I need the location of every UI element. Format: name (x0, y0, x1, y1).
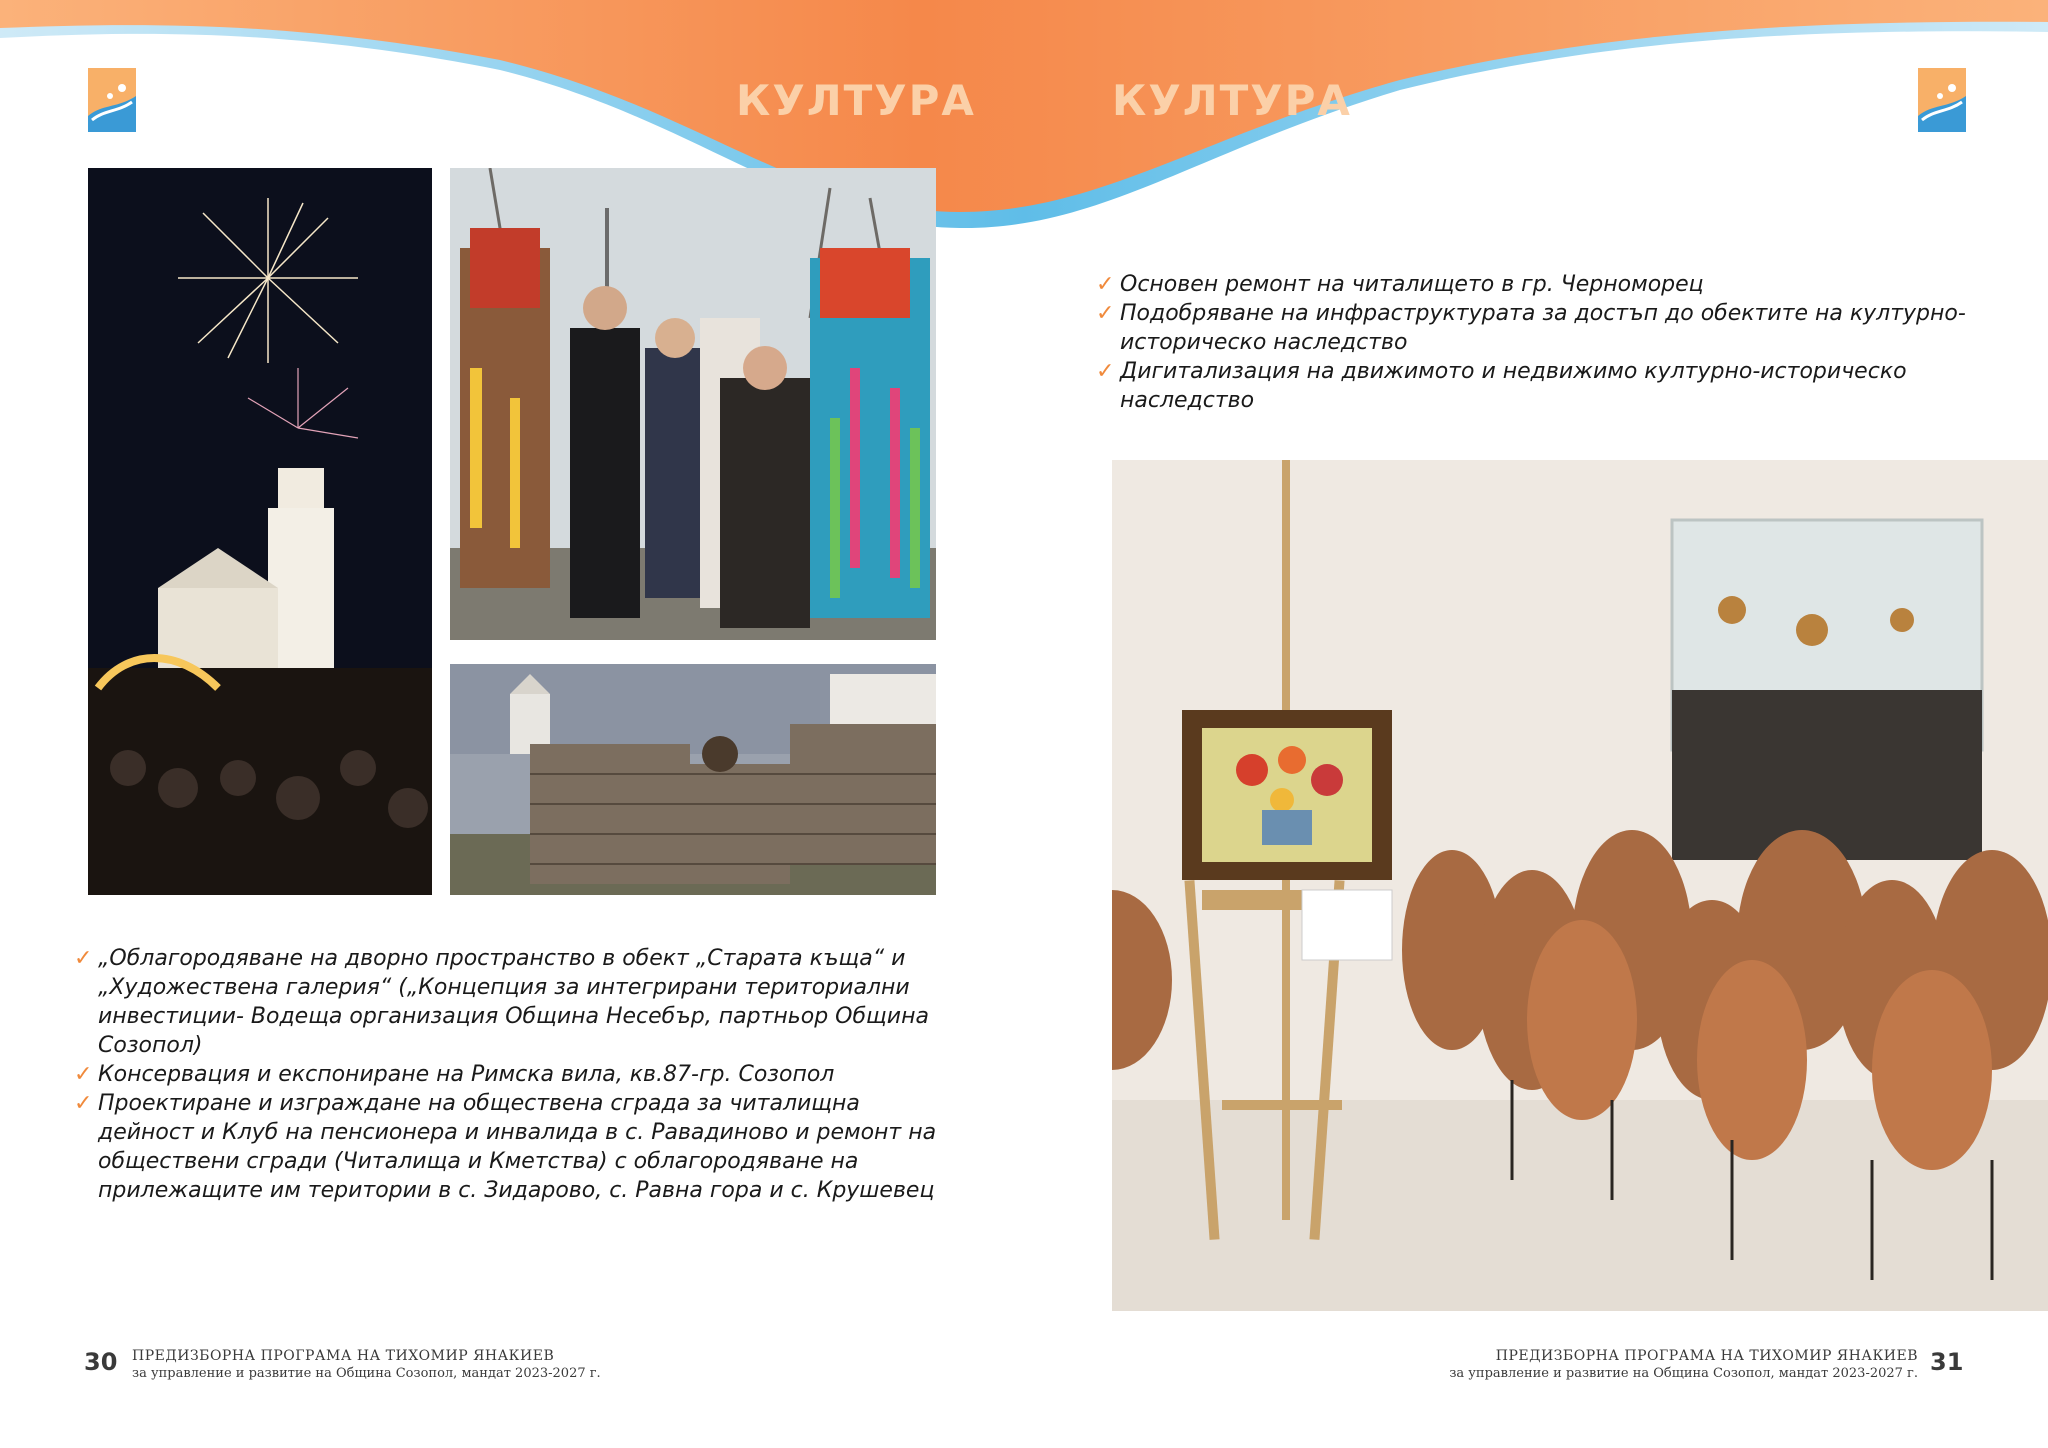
footer-left (132, 1347, 601, 1382)
list-item: ✓ Основен ремонт на читалището в гр. Черноморец (1096, 272, 1704, 297)
section-title-right: КУЛТУРА (1112, 76, 1352, 125)
page-number-right: 31 (1930, 1348, 1964, 1376)
footer-right (1449, 1347, 1918, 1382)
list-item: ✓ Дигитализация на движимото и недвижимо културно-историческо наследство (1096, 359, 1907, 413)
check-icon: ✓ (74, 1062, 93, 1087)
photo-stone-ruins (450, 664, 936, 895)
list-item: ✓ Проектиране и изграждане на обществена сграда за читалищна дейност и Клуб на пенсионера и инвалида в с. Равадиново и ремонт на обществени сгради (Читалища и Кметства) с облагородяване на прилежащите им територии в с. Зидарово, с. Равна гора и с. Крушевец (74, 1091, 937, 1203)
footer-title: ПРЕДИЗБОРНА ПРОГРАМА НА ТИХОМИР ЯНАКИЕВ (1495, 1348, 1918, 1364)
footer-subtitle: за управление и развитие на Община Созопол, мандат 2023-2027 г. (1449, 1366, 1918, 1381)
list-item: ✓ Подобряване на инфраструктурата за достъп до обектите на културно-историческо наследство (1096, 301, 1966, 355)
check-icon: ✓ (1096, 272, 1115, 297)
right-bullet-list (1096, 270, 2016, 415)
page-number-left: 30 (84, 1348, 118, 1376)
photo-kukeri-group (450, 168, 936, 640)
sozopol-logo-icon (1918, 68, 1966, 132)
list-item: ✓ „Облагородяване на дворно пространство в обект „Старата къща“ и „Художествена галерия“ („Концепция за интегрирани териториални инвестиции- Водеща организация Община Несебър, партньор Община Созопол) (74, 946, 929, 1058)
check-icon: ✓ (74, 1091, 93, 1116)
check-icon: ✓ (1096, 301, 1115, 326)
section-title-left: КУЛТУРА (736, 76, 976, 125)
footer-title: ПРЕДИЗБОРНА ПРОГРАМА НА ТИХОМИР ЯНАКИЕВ (132, 1348, 555, 1364)
check-icon: ✓ (74, 946, 93, 971)
check-icon: ✓ (1096, 359, 1115, 384)
footer-subtitle: за управление и развитие на Община Созопол, мандат 2023-2027 г. (132, 1366, 601, 1381)
list-item: ✓ Консервация и експониране на Римска вила, кв.87-гр. Созопол (74, 1062, 835, 1087)
photo-museum-amphoras (1112, 460, 2048, 1311)
sozopol-logo-icon (88, 68, 136, 132)
left-bullet-list (74, 944, 954, 1205)
photo-fireworks-church (88, 168, 432, 895)
